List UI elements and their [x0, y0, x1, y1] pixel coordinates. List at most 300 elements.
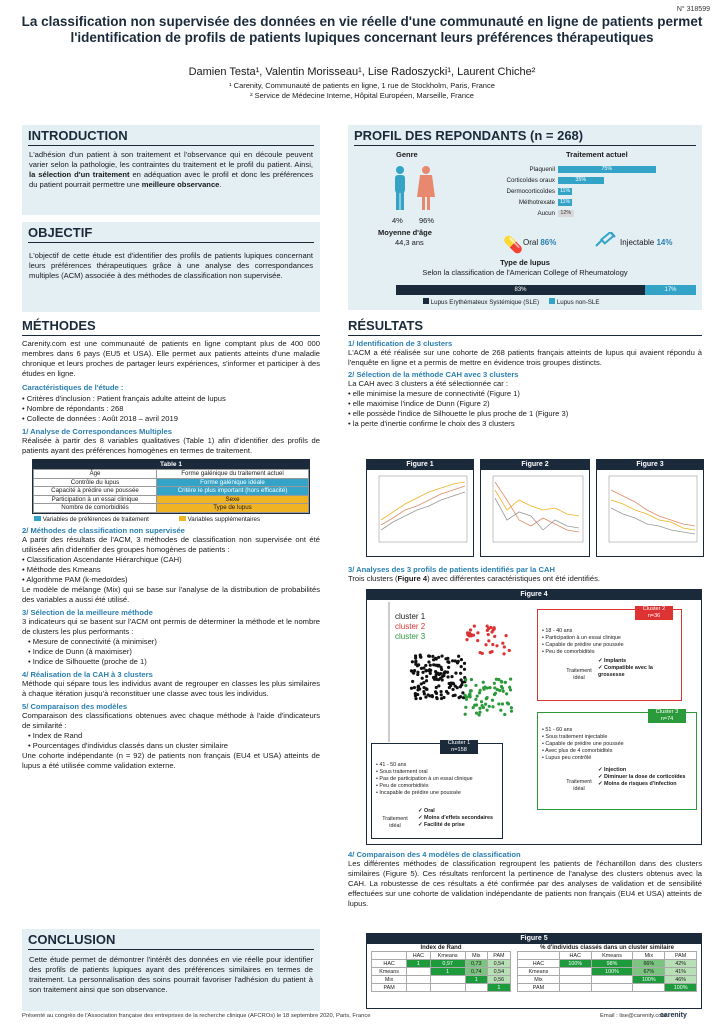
- table-cell: [591, 976, 633, 984]
- list-item: • Classification Ascendante Hiérarchique (CAH): [22, 555, 320, 565]
- method-step-5-text2: Une cohorte indépendante (n = 92) de patients non français (EU4 et USA) atteints de lupus a été utilisée comme validation externe.: [22, 750, 320, 770]
- treatment-label: Aucun: [537, 210, 555, 217]
- treatment-label: Dermocorticoïdes: [506, 188, 555, 195]
- table-cell: Participation à un essai clinique: [34, 495, 157, 504]
- affiliation-2: ² Service de Médecine Interne, Hôpital Européen, Marseille, France: [250, 91, 474, 100]
- table-1-title: Table 1: [33, 460, 309, 469]
- sle-segment: 83%: [396, 285, 645, 295]
- scatter-point: [437, 656, 440, 659]
- table-cell: [407, 984, 430, 992]
- table-cell: Nombre de comorbidités: [34, 504, 157, 513]
- figure-4: [366, 589, 702, 845]
- scatter-point: [500, 680, 503, 683]
- table-cell: Contrôle du lupus: [34, 478, 157, 487]
- scatter-point: [489, 651, 492, 654]
- ideal-item: Oral: [424, 808, 435, 814]
- injectable-label: Injectable: [620, 238, 655, 247]
- table-cell: 42%: [665, 960, 697, 968]
- scatter-point: [478, 713, 481, 716]
- scatter-point: [417, 685, 420, 688]
- scatter-point: [496, 688, 499, 691]
- cluster-3-traits: [542, 727, 696, 762]
- treatment-bar: 11%: [559, 199, 571, 205]
- treatment-label: Plaquenil: [529, 166, 555, 173]
- rand-index-table: [371, 945, 511, 992]
- scatter-point: [484, 703, 487, 706]
- scatter-point: [442, 696, 445, 699]
- col-header: Mix: [633, 952, 665, 960]
- study-chars-title: Caractéristiques de l'étude :: [22, 383, 124, 392]
- cluster-3-box: [537, 709, 697, 810]
- scatter-point: [416, 693, 419, 696]
- scatter-point: [491, 643, 494, 646]
- scatter-point: [425, 679, 428, 682]
- table-cell: 1: [487, 984, 510, 992]
- table-cell: Sexe: [156, 495, 308, 504]
- scatter-point: [497, 678, 500, 681]
- scatter-point: [425, 669, 428, 672]
- male-figure-icon: [395, 166, 405, 210]
- col-header: Kmeans: [591, 952, 633, 960]
- scatter-point: [419, 653, 422, 656]
- scatter-point: [432, 663, 435, 666]
- objective-section: [22, 222, 320, 312]
- scatter-point: [434, 657, 437, 660]
- table-cell: Âge: [34, 470, 157, 479]
- scatter-point: [464, 706, 467, 709]
- result-step-2-list: [348, 389, 702, 429]
- scatter-point: [447, 661, 450, 664]
- scatter-point: [436, 697, 439, 700]
- method-step-3-text: 3 indicateurs qui se basent sur l'ACM ont permis de déterminer la méthode et le nombre de clusters les plus performants :: [22, 616, 320, 636]
- scatter-point: [502, 690, 505, 693]
- table-cell: Type de lupus: [156, 504, 308, 513]
- scatter-point: [439, 690, 442, 693]
- scatter-point: [482, 681, 485, 684]
- scatter-point: [465, 698, 468, 701]
- oral-stat: [523, 238, 556, 247]
- table-cell: 98%: [591, 960, 633, 968]
- scatter-point: [479, 651, 482, 654]
- row-header: Kmeans: [372, 968, 407, 976]
- poster-title: La classification non supervisée des données en vie réelle d'une communauté en ligne de patients permet l'identification de profils de patients lupiques concernant leurs préférences thérapeutiques: [21, 14, 703, 45]
- figure-1-title: Figure 1: [367, 460, 473, 470]
- table-cell: 0,54: [487, 968, 510, 976]
- row-header: HAC: [372, 960, 407, 968]
- scatter-point: [440, 693, 443, 696]
- ideal-item: Facilité de prise: [424, 822, 465, 828]
- table-cell: 66%: [633, 960, 665, 968]
- scatter-point: [428, 655, 431, 658]
- methods-title: MÉTHODES: [22, 318, 320, 336]
- scatter-point: [416, 688, 419, 691]
- result-step-4-text: Les différentes méthodes de classification regroupent les patients de l'échantillon dans des clusters similaires (Figure 5). Ces résultats renforcent la pertinence de l'analyse des clusters obtenus avec la CAH. La robustesse de ces résultats a été confirmée par des analyses de validation et de sensibilité effectuées sur une cohorte de validation indépendante de patients non français (EU4 et USA) atteints de lupus.: [348, 859, 702, 908]
- result-step-1: 1/ Identification de 3 clusters: [348, 339, 453, 348]
- scatter-point: [434, 670, 437, 673]
- table-cell: 0,73: [465, 960, 487, 968]
- scatter-point: [438, 673, 441, 676]
- table-cell: Critère le plus important (hors efficacité): [156, 487, 308, 496]
- cluster-3-name: Cluster 3: [655, 709, 679, 715]
- figure-4-title: Figure 4: [367, 590, 701, 600]
- scatter-point: [447, 666, 450, 669]
- scatter-point: [476, 639, 479, 642]
- cluster-2-ideal-label: Traitement idéal: [566, 668, 592, 681]
- lupus-legend: [423, 298, 599, 306]
- table-cell: 0,74: [465, 968, 487, 976]
- scatter-point: [495, 644, 498, 647]
- table-cell: [430, 984, 465, 992]
- scatter-point: [437, 664, 440, 667]
- method-step-2-text2: Le modèle de mélange (Mix) qui se base sur l'analyse de la distribution de probabilités des variables a aussi été utilisé.: [22, 584, 320, 604]
- row-header: Mix: [372, 976, 407, 984]
- scatter-point: [414, 697, 417, 700]
- scatter-point: [414, 663, 417, 666]
- scatter-point: [411, 680, 414, 683]
- ideal-item: Moins d'effets secondaires: [424, 815, 493, 821]
- col-header: HAC: [407, 952, 430, 960]
- scatter-point: [414, 656, 417, 659]
- table-cell: [430, 976, 465, 984]
- scatter-point: [444, 670, 447, 673]
- cluster-2-box: [537, 606, 682, 701]
- table-cell: Forme galénique idéale: [156, 478, 308, 487]
- scatter-legend: [395, 612, 425, 642]
- scatter-point: [505, 692, 508, 695]
- list-item: • Indice de Dunn (à maximiser): [28, 647, 320, 657]
- scatter-point: [488, 705, 491, 708]
- scatter-point: [470, 678, 473, 681]
- scatter-point: [431, 694, 434, 697]
- table-cell: 0,97: [430, 960, 465, 968]
- scatter-point: [428, 668, 431, 671]
- scatter-point: [463, 668, 466, 671]
- figure-3-title: Figure 3: [597, 460, 703, 470]
- list-item: • Méthode des Kmeans: [22, 565, 320, 575]
- list-item: • Algorithme PAM (k-medoïdes): [22, 575, 320, 585]
- figure-2-plot: [481, 470, 589, 556]
- legend-extra-vars: Variables supplémentaires: [187, 515, 261, 523]
- scatter-point: [492, 628, 495, 631]
- scatter-point: [472, 634, 475, 637]
- scatter-point: [454, 672, 457, 675]
- trait: • Pas de participation à un essai clinique: [376, 776, 502, 783]
- scatter-point: [479, 689, 482, 692]
- study-char-item: • Critères d'inclusion : Patient français adulte atteint de lupus: [22, 394, 320, 404]
- table-cell: [559, 976, 591, 984]
- scatter-point: [475, 703, 478, 706]
- scatter-point: [484, 643, 487, 646]
- injectable-stat: [620, 238, 673, 247]
- figure-3: [596, 459, 704, 557]
- table-1: [32, 459, 310, 514]
- cluster-3-header: [648, 709, 686, 723]
- scatter-point: [416, 671, 419, 674]
- cluster-1-ideal-label: Traitement idéal: [382, 816, 408, 829]
- study-chars-list: [22, 394, 320, 424]
- pct-table: [517, 945, 697, 992]
- scatter-point: [465, 638, 468, 641]
- treatment-row: [488, 197, 693, 208]
- cluster-2-name: Cluster 2: [642, 606, 666, 612]
- profile-section: [348, 125, 702, 310]
- table-cell: 100%: [559, 960, 591, 968]
- method-step-4-text: Méthode qui sépare tous les individus avant de regrouper en classes les plus similaires à chaque itération jusqu'à reconstituer une classe avec tous les individus.: [22, 678, 320, 698]
- scatter-point: [487, 633, 490, 636]
- treatment-bar: 11%: [559, 188, 571, 194]
- table-cell: [559, 984, 591, 992]
- method-step-1-text: Réalisée à partir des 8 variables qualitatives (Table 1) afin d'identifier des profils de patients ayant des préférences homogènes en termes de traitement.: [22, 436, 320, 455]
- cluster-3-n: n=74: [660, 716, 674, 722]
- scatter-point: [493, 635, 496, 638]
- intro-text: L'adhésion d'un patient à son traitement et l'observance qui en découle peuvent varier selon la pathologie, les contraintes du traitement et le profil du patient. Ainsi, la sélection d'un traitement en adéquation avec le profil et donc les préférences du patient pourrait permettre une meilleure observance.: [29, 150, 313, 189]
- scatter-point: [500, 685, 503, 688]
- list-item: • Index de Rand: [28, 731, 320, 741]
- trait: • Sous traitement injectable: [542, 734, 696, 741]
- age-label: Moyenne d'âge: [378, 228, 432, 237]
- scatter-point: [422, 681, 425, 684]
- cluster-1-name: Cluster 1: [447, 740, 471, 746]
- conclusion-text: Cette étude permet de démontrer l'intérêt des données en vie réelle pour identifier des profils de patients lupiques ayant des préférences similaires en termes de traitement. La personnalisation des soins pourrait favoriser l'adhésion du patient à son traitement ainsi que son observance.: [29, 955, 313, 994]
- oral-pct: 86%: [540, 238, 557, 247]
- scatter-point: [413, 686, 416, 689]
- scatter-point: [510, 710, 513, 713]
- treatment-chart: [488, 164, 693, 219]
- scatter-point: [509, 677, 512, 680]
- footer-email[interactable]: Email : lise@carenity.com: [600, 1013, 667, 1019]
- conclusion-section: [22, 929, 320, 1011]
- profile-title: PROFIL DES REPONDANTS (n = 268): [354, 128, 696, 146]
- treatment-label: Méthotrexate: [518, 199, 555, 206]
- carenity-logo: carenity: [660, 1012, 687, 1019]
- scatter-point: [503, 645, 506, 648]
- scatter-point: [459, 695, 462, 698]
- list-item: • elle possède l'indice de Silhouette le plus proche de 1 (Figure 3): [348, 409, 702, 419]
- scatter-point: [491, 705, 494, 708]
- figure-2-title: Figure 2: [481, 460, 589, 470]
- method-step-3: 3/ Sélection de la meilleure méthode: [22, 607, 153, 617]
- results-section: [348, 318, 702, 429]
- scatter-point: [429, 664, 432, 667]
- scatter-point: [450, 682, 453, 685]
- age-value: 44,3 ans: [395, 238, 424, 247]
- scatter-point: [504, 634, 507, 637]
- col-header: Kmeans: [430, 952, 465, 960]
- trait: • Sous traitement oral: [376, 769, 502, 776]
- female-pct: 96%: [419, 216, 435, 225]
- table-cell: Forme galénique du traitement actuel: [156, 470, 308, 479]
- scatter-point: [474, 698, 477, 701]
- method-step-2-list: [22, 555, 320, 585]
- methods-intro: Carenity.com est une communauté de patients en ligne comptant plus de 400 000 membres dans 6 pays (EU5 et USA). Elle permet aux patients atteints d'une maladie chronique et leurs proches de partager leurs expériences, s'informer et participer à des études en ligne.: [22, 339, 320, 378]
- scatter-point: [491, 699, 494, 702]
- result-step-3-block: [348, 565, 702, 584]
- legend-non-sle: Lupus non-SLE: [556, 299, 600, 306]
- intro-title: INTRODUCTION: [28, 128, 314, 146]
- scatter-point: [411, 671, 414, 674]
- list-item: • Pourcentages d'individus classés dans un cluster similaire: [28, 741, 320, 751]
- table-cell: 1: [465, 976, 487, 984]
- scatter-point: [431, 655, 434, 658]
- result-step-4: 4/ Comparaison des 4 modèles de classification: [348, 850, 521, 859]
- scatter-point: [445, 690, 448, 693]
- cluster-2-n: n=36: [647, 613, 661, 619]
- scatter-point: [494, 692, 497, 695]
- study-char-item: • Nombre de répondants : 268: [22, 404, 320, 414]
- scatter-point: [427, 660, 430, 663]
- treatment-label: Corticoïdes oraux: [506, 177, 555, 184]
- figure-1-plot: [367, 470, 473, 556]
- result-step-3-text: Trois clusters (Figure 4) avec différentes caractéristiques ont été identifiés.: [348, 574, 600, 583]
- cluster-2-header: [635, 606, 673, 620]
- treatment-row: [488, 208, 693, 219]
- table-cell: 100%: [633, 976, 665, 984]
- scatter-point: [468, 695, 471, 698]
- treatment-row: [488, 175, 693, 186]
- male-pct: 4%: [392, 216, 403, 225]
- scatter-point: [487, 639, 490, 642]
- table-cell: 0,54: [487, 960, 510, 968]
- results-title: RÉSULTATS: [348, 318, 702, 336]
- scatter-point: [501, 642, 504, 645]
- scatter-point: [456, 661, 459, 664]
- trait: • Lupus peu contrôlé: [542, 755, 696, 762]
- scatter-point: [429, 672, 432, 675]
- affiliation-1: ¹ Carenity, Communauté de patients en ligne, 1 rue de Stockholm, Paris, France: [229, 81, 495, 90]
- scatter-point: [450, 675, 453, 678]
- cluster-2-ideal: ✓ Implants ✓ Compatible avec la grossesse: [598, 658, 653, 678]
- scatter-point: [446, 675, 449, 678]
- scatter-point: [442, 674, 445, 677]
- pct-title: % d'individus classés dans un cluster similaire: [540, 945, 674, 951]
- figure-2: [480, 459, 590, 557]
- scatter-point: [440, 654, 443, 657]
- scatter-point: [510, 706, 513, 709]
- scatter-point: [424, 664, 427, 667]
- figure-3-plot: [597, 470, 703, 556]
- legend-cluster-3: cluster 3: [395, 632, 426, 641]
- col-header: PAM: [487, 952, 510, 960]
- scatter-point: [422, 690, 425, 693]
- list-item: • elle minimise la mesure de connectivité (Figure 1): [348, 389, 702, 399]
- lupus-type-title: Type de lupus: [500, 258, 550, 267]
- scatter-point: [435, 678, 438, 681]
- treatment-row: [488, 186, 693, 197]
- scatter-point: [460, 665, 463, 668]
- scatter-point: [439, 677, 442, 680]
- figure-1: [366, 459, 474, 557]
- table-cell: 41%: [665, 968, 697, 976]
- method-step-5-list: [28, 731, 320, 751]
- conclusion-title: CONCLUSION: [28, 932, 314, 950]
- trait: • Capable de prédire une poussée: [542, 741, 696, 748]
- result-step-2: 2/ Sélection de la méthode CAH avec 3 clusters: [348, 370, 519, 379]
- ideal-item: Implants: [604, 658, 627, 664]
- scatter-point: [444, 657, 447, 660]
- ideal-item: Injection: [604, 767, 627, 773]
- pill-icon: 💊: [503, 237, 523, 254]
- lupus-type-bar: [396, 285, 696, 295]
- scatter-point: [457, 655, 460, 658]
- method-step-1: 1/ Analyse de Correspondances Multiples: [22, 427, 172, 436]
- injectable-pct: 14%: [656, 238, 673, 247]
- ideal-item: Compatible avec la grossesse: [598, 665, 653, 678]
- ideal-item: Moins de risques d'infection: [604, 781, 677, 787]
- scatter-point: [432, 676, 435, 679]
- poster-number: N° 318599: [676, 6, 710, 13]
- cluster-3-ideal-label: Traitement idéal: [566, 779, 592, 792]
- table-cell: 0,56: [487, 976, 510, 984]
- trait: • Capable de prédire une poussée: [542, 642, 681, 649]
- lupus-type-subtitle: Selon la classification de l'American College of Rheumatology: [422, 268, 628, 277]
- row-header: PAM: [372, 984, 407, 992]
- scatter-point: [504, 681, 507, 684]
- gender-figures: [386, 165, 440, 213]
- scatter-point: [464, 713, 467, 716]
- table-cell: [559, 968, 591, 976]
- scatter-point: [414, 660, 417, 663]
- scatter-point: [422, 686, 425, 689]
- scatter-point: [509, 688, 512, 691]
- scatter-point: [475, 712, 478, 715]
- table-cell: 67%: [633, 968, 665, 976]
- scatter-point: [459, 685, 462, 688]
- scatter-point: [452, 694, 455, 697]
- scatter-point: [478, 711, 481, 714]
- scatter-point: [425, 675, 428, 678]
- scatter-point: [411, 660, 414, 663]
- result-step-3: 3/ Analyses des 3 profils de patients identifiés par la CAH: [348, 565, 555, 574]
- table-cell: [465, 984, 487, 992]
- table-cell: 1: [430, 968, 465, 976]
- figure-5: [366, 933, 702, 1009]
- method-step-5-text: Comparaison des classifications obtenues avec chaque méthode à l'aide d'indicateurs de similarité :: [22, 710, 320, 730]
- treatment-bar: 75%: [558, 166, 656, 173]
- trait: • Incapable de prédire une poussée: [376, 790, 502, 797]
- scatter-point: [464, 678, 467, 681]
- scatter-point: [427, 693, 430, 696]
- scatter-point: [486, 709, 489, 712]
- rand-title: Index de Rand: [420, 945, 462, 951]
- ideal-item: Diminuer la dose de corticoïdes: [604, 774, 686, 780]
- method-step-3-list: [28, 637, 320, 667]
- col-header: PAM: [665, 952, 697, 960]
- scatter-point: [464, 684, 467, 687]
- scatter-point: [488, 686, 491, 689]
- row-header: PAM: [518, 984, 560, 992]
- table-cell: 100%: [665, 984, 697, 992]
- treatment-title: Traitement actuel: [566, 150, 628, 159]
- list-item: • elle maximise l'indice de Dunn (Figure 2): [348, 399, 702, 409]
- scatter-point: [460, 658, 463, 661]
- cluster-1-ideal: ✓ Oral ✓ Moins d'effets secondaires ✓ Facilité de prise: [418, 808, 493, 828]
- scatter-point: [480, 700, 483, 703]
- row-header: HAC: [518, 960, 560, 968]
- trait: • Peu de comorbidités: [376, 783, 502, 790]
- scatter-point: [410, 687, 413, 690]
- scatter-point: [508, 649, 511, 652]
- legend-sle: Lupus Erythémateux Systémique (SLE): [430, 299, 540, 306]
- scatter-point: [497, 702, 500, 705]
- scatter-point: [482, 686, 485, 689]
- trait: • 18 - 40 ans: [542, 628, 681, 635]
- table-cell: [591, 984, 633, 992]
- cluster-1-n: n=158: [451, 747, 467, 753]
- legend-cluster-1: cluster 1: [395, 612, 426, 621]
- scatter-point: [499, 709, 502, 712]
- trait: • 41 - 50 ans: [376, 762, 502, 769]
- treatment-row: [488, 164, 693, 175]
